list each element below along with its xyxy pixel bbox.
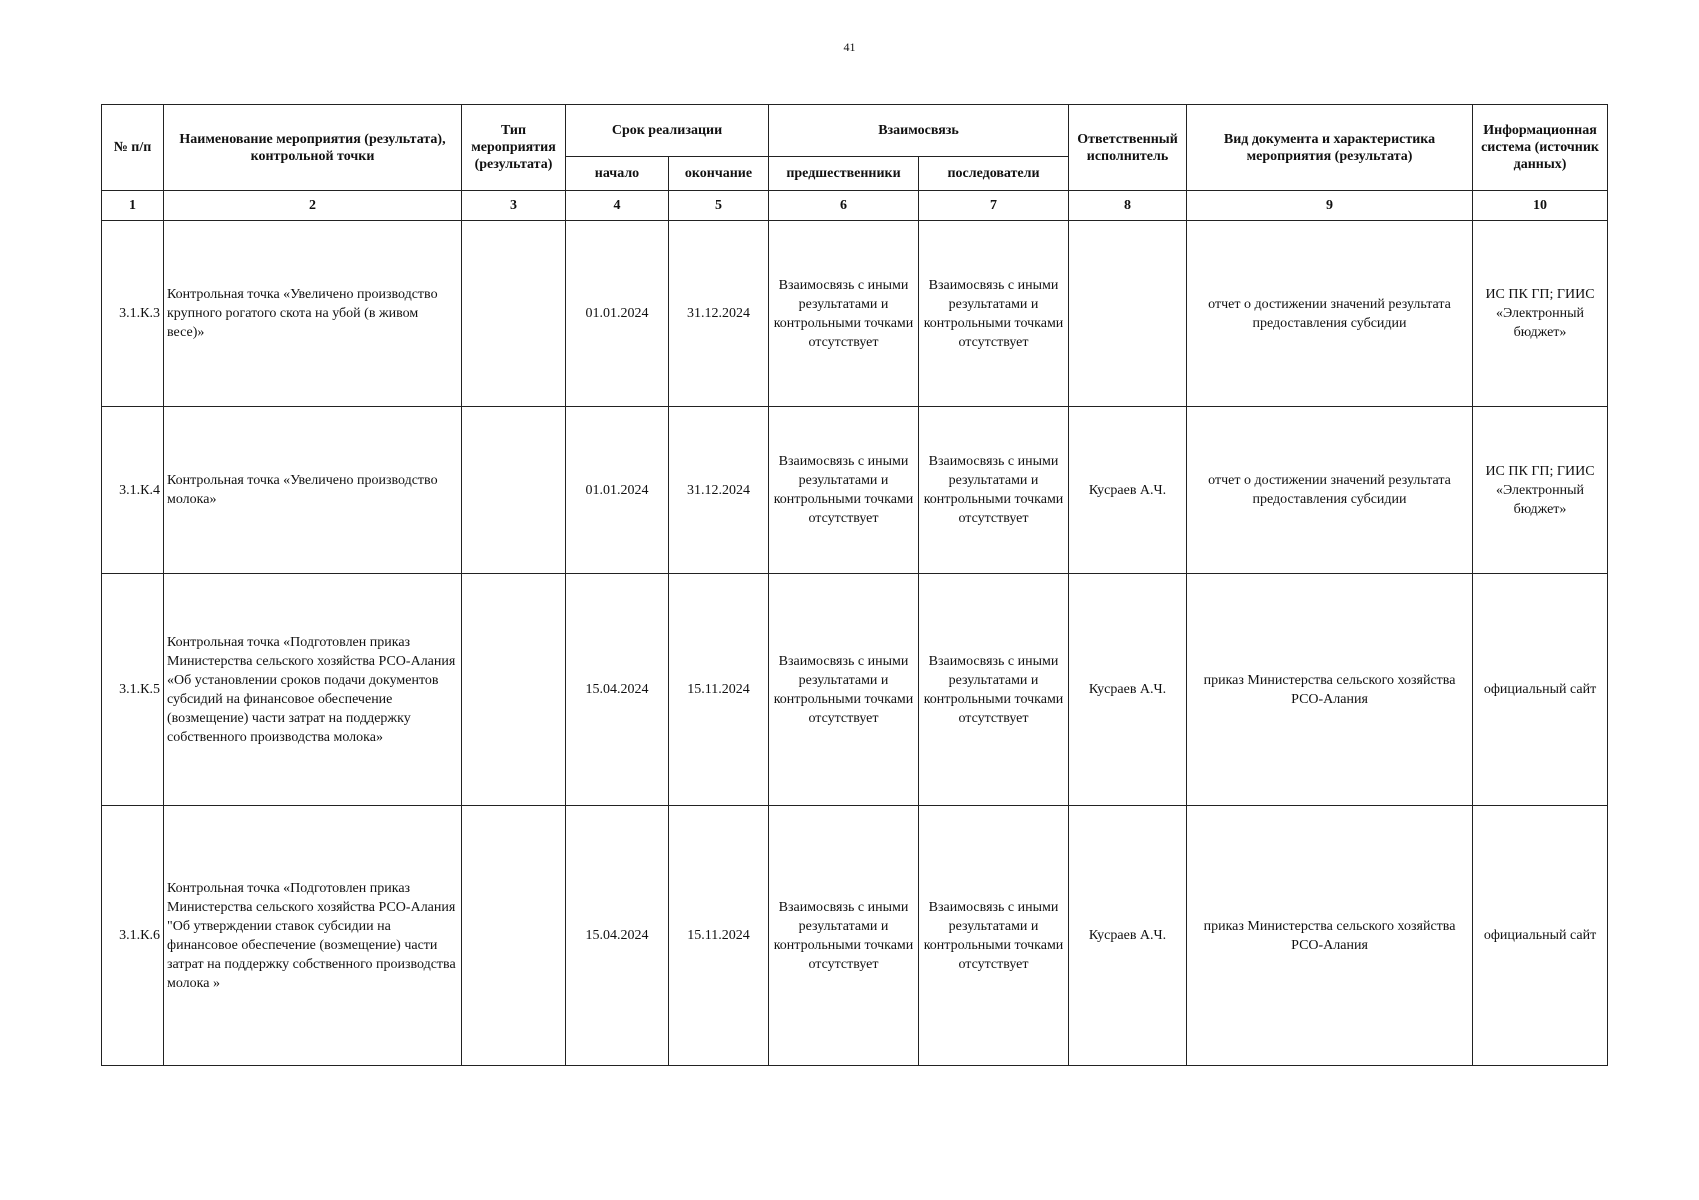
column-number: 9 (1187, 191, 1473, 221)
row-predecessors: Взаимосвязь с иными результатами и контрольными точками отсутствует (769, 806, 919, 1066)
header-responsible: Ответственный исполнитель (1069, 105, 1187, 191)
row-type (462, 574, 566, 806)
table-row (102, 806, 1608, 1066)
row-document: приказ Министерства сельского хозяйства РСО-Алания (1187, 806, 1473, 1066)
page-number: 41 (843, 40, 856, 54)
row-num: 3.1.К.4 (102, 407, 164, 574)
row-end: 31.12.2024 (669, 407, 769, 574)
plan-table (101, 104, 1608, 1066)
column-number: 7 (919, 191, 1069, 221)
row-num: 3.1.К.6 (102, 806, 164, 1066)
row-start: 01.01.2024 (566, 407, 669, 574)
row-name: Контрольная точка «Увеличено производство молока» (164, 407, 462, 574)
row-end: 15.11.2024 (669, 574, 769, 806)
row-responsible: Кусраев А.Ч. (1069, 574, 1187, 806)
row-responsible: Кусраев А.Ч. (1069, 806, 1187, 1066)
row-document: приказ Министерства сельского хозяйства РСО-Алания (1187, 574, 1473, 806)
header-predecessors: предшественники (769, 157, 919, 191)
header-num: № п/п (102, 105, 164, 191)
row-type (462, 806, 566, 1066)
row-successors: Взаимосвязь с иными результатами и контрольными точками отсутствует (919, 407, 1069, 574)
row-info-system: официальный сайт (1473, 574, 1608, 806)
row-type (462, 407, 566, 574)
column-number-row (102, 191, 1608, 221)
row-document: отчет о достижении значений результата предоставления субсидии (1187, 407, 1473, 574)
row-name: Контрольная точка «Подготовлен приказ Министерства сельского хозяйства РСО-Алания «Об установлении сроков подачи документов субсидий на финансовое обеспечение (возмещение) части затрат на поддержку собственного производства молока» (164, 574, 462, 806)
row-num: 3.1.К.3 (102, 221, 164, 407)
table-row (102, 574, 1608, 806)
header-document: Вид документа и характеристика мероприятия (результата) (1187, 105, 1473, 191)
row-start: 15.04.2024 (566, 574, 669, 806)
column-number: 10 (1473, 191, 1608, 221)
header-relation: Взаимосвязь (769, 105, 1069, 157)
row-document: отчет о достижении значений результата предоставления субсидии (1187, 221, 1473, 407)
column-number: 3 (462, 191, 566, 221)
row-successors: Взаимосвязь с иными результатами и контрольными точками отсутствует (919, 221, 1069, 407)
column-number: 1 (102, 191, 164, 221)
column-number: 6 (769, 191, 919, 221)
row-num: 3.1.К.5 (102, 574, 164, 806)
header-end: окончание (669, 157, 769, 191)
column-number: 5 (669, 191, 769, 221)
row-predecessors: Взаимосвязь с иными результатами и контрольными точками отсутствует (769, 407, 919, 574)
row-start: 15.04.2024 (566, 806, 669, 1066)
row-successors: Взаимосвязь с иными результатами и контрольными точками отсутствует (919, 574, 1069, 806)
table-header (102, 105, 1608, 221)
row-responsible: Кусраев А.Ч. (1069, 407, 1187, 574)
table-row (102, 407, 1608, 574)
row-responsible (1069, 221, 1187, 407)
row-end: 15.11.2024 (669, 806, 769, 1066)
header-term: Срок реализации (566, 105, 769, 157)
table-row (102, 221, 1608, 407)
row-start: 01.01.2024 (566, 221, 669, 407)
row-predecessors: Взаимосвязь с иными результатами и контрольными точками отсутствует (769, 221, 919, 407)
row-name: Контрольная точка «Увеличено производство крупного рогатого скота на убой (в живом весе)» (164, 221, 462, 407)
column-number: 4 (566, 191, 669, 221)
header-name: Наименование мероприятия (результата), контрольной точки (164, 105, 462, 191)
row-end: 31.12.2024 (669, 221, 769, 407)
row-info-system: ИС ПК ГП; ГИИС «Электронный бюджет» (1473, 221, 1608, 407)
header-successors: последователи (919, 157, 1069, 191)
column-number: 8 (1069, 191, 1187, 221)
header-info-system: Информационная система (источник данных) (1473, 105, 1608, 191)
row-successors: Взаимосвязь с иными результатами и контрольными точками отсутствует (919, 806, 1069, 1066)
row-predecessors: Взаимосвязь с иными результатами и контрольными точками отсутствует (769, 574, 919, 806)
row-info-system: официальный сайт (1473, 806, 1608, 1066)
column-number: 2 (164, 191, 462, 221)
header-type: Тип мероприятия (результата) (462, 105, 566, 191)
row-type (462, 221, 566, 407)
row-info-system: ИС ПК ГП; ГИИС «Электронный бюджет» (1473, 407, 1608, 574)
row-name: Контрольная точка «Подготовлен приказ Министерства сельского хозяйства РСО-Алания "Об утверждении ставок субсидии на финансовое обеспечение (возмещение) части затрат на поддержку собственного производства молока » (164, 806, 462, 1066)
header-start: начало (566, 157, 669, 191)
